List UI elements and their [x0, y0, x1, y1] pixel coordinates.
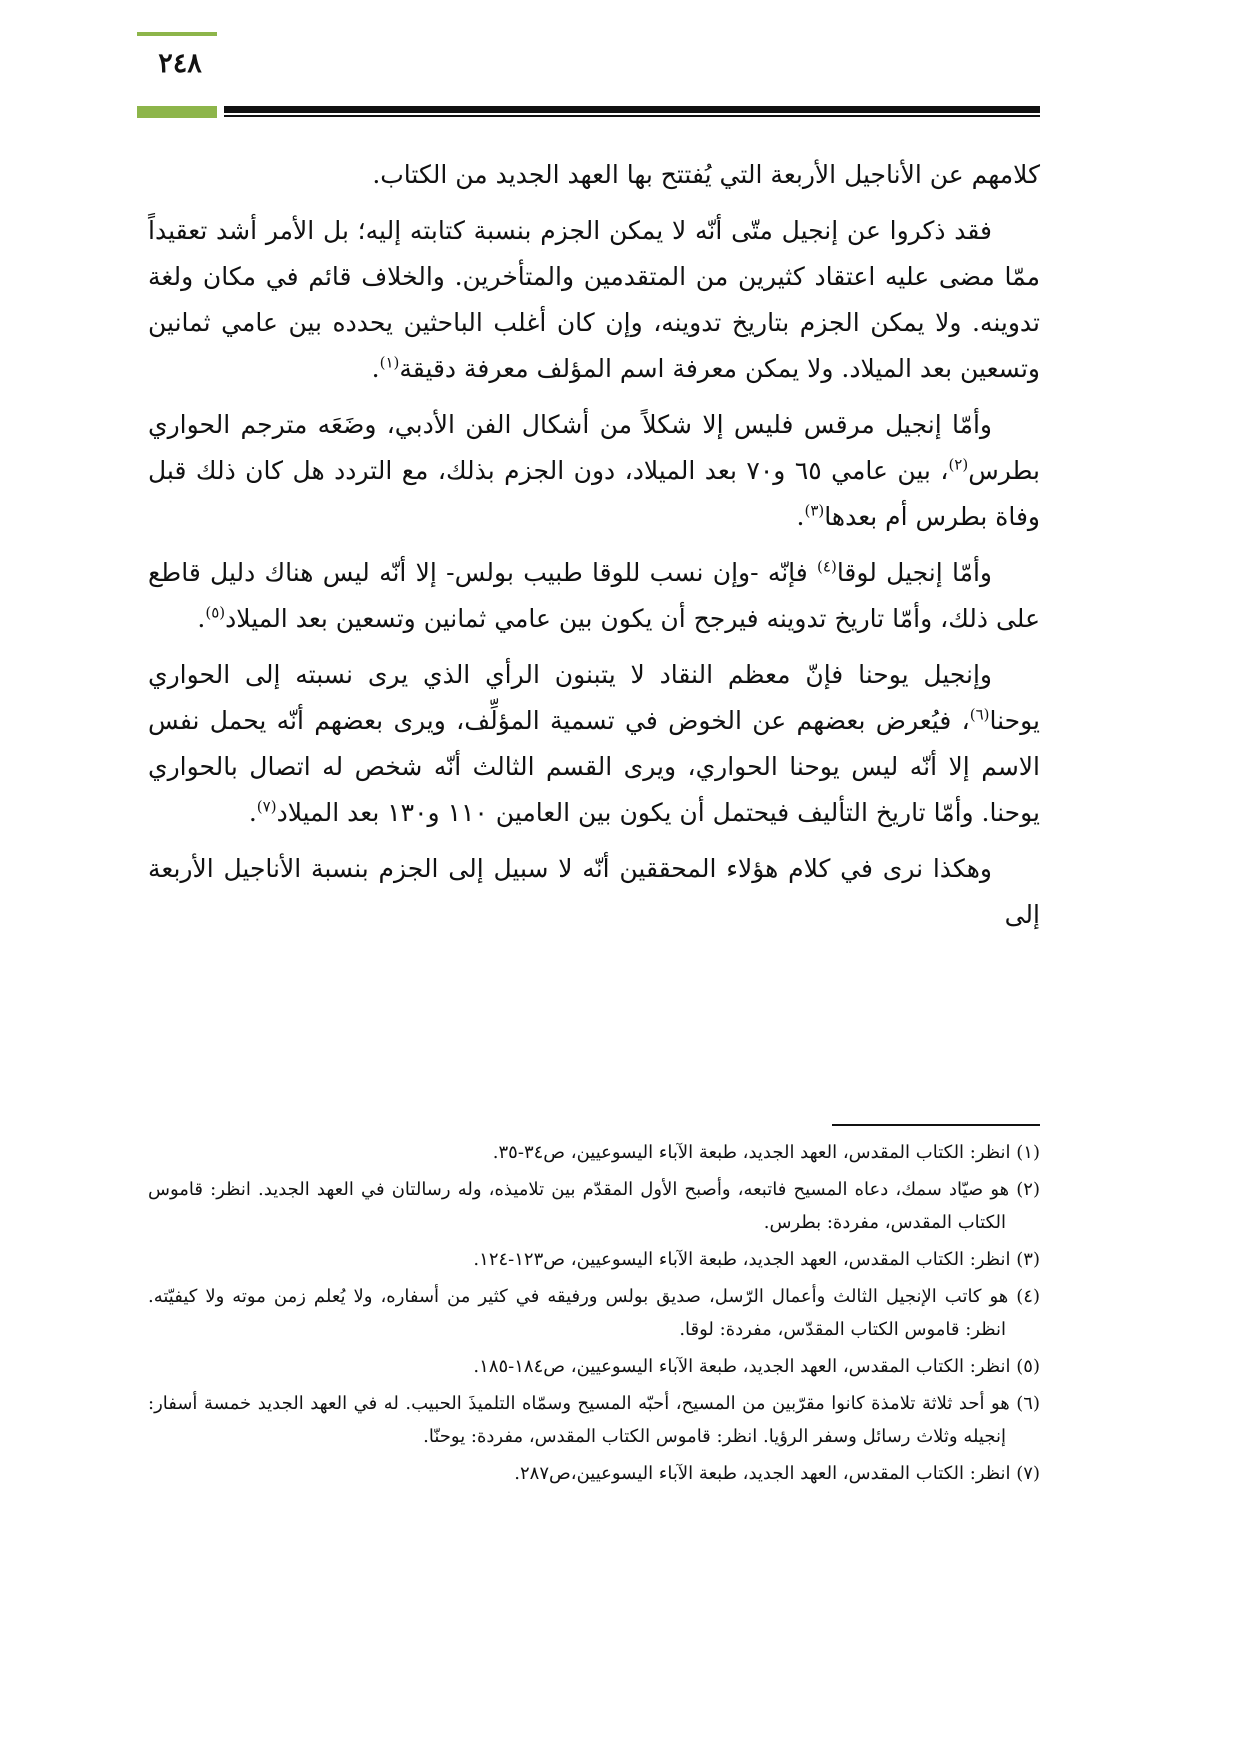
paragraph-3-end: . [796, 502, 805, 531]
paragraph-4 [148, 550, 1040, 642]
paragraph-2 [148, 208, 1040, 392]
paragraph-2-text: فقد ذكروا عن إنجيل متّى أنّه لا يمكن الجزم بنسبة كتابته إليه؛ بل الأمر أشد تعقيداً ممّا مضى عليه اعتقاد كثيرين من المتقدمين والمتأخرين. والخلاف قائم في مكان ولغة تدوينه. ولا يمكن الجزم بتاريخ تدوينه، وإن كان أغلب الباحثين يحدده بين عامي ثمانين وتسعين بعد الميلاد. ولا يمكن معرفة اسم المؤلف معرفة دقيقة [148, 216, 1040, 383]
paragraph-5 [148, 652, 1040, 836]
paragraph-5-text-b: ، فيُعرض بعضهم عن الخوض في تسمية المؤلِّف، ويرى بعضهم أنّه يحمل نفس الاسم إلا أنّه ليس يوحنا الحواري، ويرى القسم الثالث أنّه شخص له اتصال بالحواري يوحنا. وأمّا تاريخ التأليف فيحتمل أن يكون بين العامين ١١٠ و١٣٠ بعد الميلاد [148, 706, 1040, 827]
paragraph-3-text-a: وأمّا إنجيل مرقس فليس إلا شكلاً من أشكال الفن الأدبي، وضَعَه مترجم الحواري بطرس [148, 410, 1040, 485]
footnote-3: (٣) انظر: الكتاب المقدس، العهد الجديد، طبعة الآباء اليسوعيين، ص١٢٣-١٢٤. [473, 1249, 1040, 1270]
footnote-5: (٥) انظر: الكتاب المقدس، العهد الجديد، طبعة الآباء اليسوعيين، ص١٨٤-١٨٥. [473, 1356, 1040, 1377]
footnote-ref-6[interactable]: (٦) [969, 705, 990, 724]
paragraph-4-text-b: فإنّه -وإن نسب للوقا طبيب بولس- إلا أنّه ليس هناك دليل قاطع على ذلك، وأمّا تاريخ تدوينه فيرجح أن يكون بين عامي ثمانين وتسعين بعد الميلاد [148, 558, 1040, 633]
paragraph-6: وهكذا نرى في كلام هؤلاء المحققين أنّه لا سبيل إلى الجزم بنسبة الأناجيل الأربعة إلى [148, 854, 1040, 929]
paragraph-5-text-a: وإنجيل يوحنا فإنّ معظم النقاد لا يتبنون الرأي الذي يرى نسبته إلى الحواري يوحنا [148, 660, 1040, 735]
header-rule-thin [224, 115, 1040, 117]
main-text [148, 152, 1040, 948]
footnote-2: (٢) هو صيّاد سمك، دعاه المسيح فاتبعه، وأصبح الأول المقدّم بين تلاميذه، وله رسالتان في العهد الجديد. انظر: قاموس الكتاب المقدس، مفردة: بطرس. [148, 1179, 1040, 1233]
header-green-bar-top [137, 32, 217, 36]
paragraph-1: كلامهم عن الأناجيل الأربعة التي يُفتتح بها العهد الجديد من الكتاب. [372, 160, 1040, 189]
footnote-1: (١) انظر: الكتاب المقدس، العهد الجديد، طبعة الآباء اليسوعيين، ص٣٤-٣٥. [492, 1142, 1040, 1163]
footnote-7: (٧) انظر: الكتاب المقدس، العهد الجديد، طبعة الآباء اليسوعيين،ص٢٨٧. [514, 1463, 1040, 1484]
paragraph-3 [148, 402, 1040, 540]
page-number: ٢٤٨ [158, 48, 202, 79]
header-green-bar-bottom [137, 106, 217, 118]
footnote-ref-3[interactable]: (٣) [804, 501, 825, 520]
paragraph-2-end: . [371, 354, 380, 383]
paragraph-5-end: . [248, 798, 257, 827]
footnote-4: (٤) هو كاتب الإنجيل الثالث وأعمال الرّسل، صديق بولس ورفيقه في كثير من أسفاره، ولا يُعلم زمن موته ولا كيفيّته. انظر: قاموس الكتاب المقدّس، مفردة: لوقا. [148, 1286, 1040, 1340]
paragraph-3-text-b: ، بين عامي ٦٥ و٧٠ بعد الميلاد، دون الجزم بذلك، مع التردد هل كان ذلك قبل وفاة بطرس أم بعدها [148, 456, 1040, 531]
footnote-separator [832, 1124, 1040, 1126]
footnote-ref-1[interactable]: (١) [379, 353, 400, 372]
paragraph-4-text-a: وأمّا إنجيل لوقا [836, 558, 992, 587]
footnote-ref-5[interactable]: (٥) [205, 603, 226, 622]
footnote-6: (٦) هو أحد ثلاثة تلامذة كانوا مقرّبين من المسيح، أحبّه المسيح وسمّاه التلميذَ الحبيب. له في العهد الجديد خمسة أسفار: إنجيله وثلاث رسائل وسفر الرؤيا. انظر: قاموس الكتاب المقدس، مفردة: يوحنّا. [148, 1393, 1040, 1447]
header-rule-thick [224, 106, 1040, 113]
footnote-ref-4[interactable]: (٤) [817, 557, 837, 576]
paragraph-4-end: . [197, 604, 206, 633]
footnote-ref-2[interactable]: (٢) [948, 455, 969, 474]
footnote-ref-7[interactable]: (٧) [256, 797, 277, 816]
footnotes [148, 1136, 1040, 1494]
